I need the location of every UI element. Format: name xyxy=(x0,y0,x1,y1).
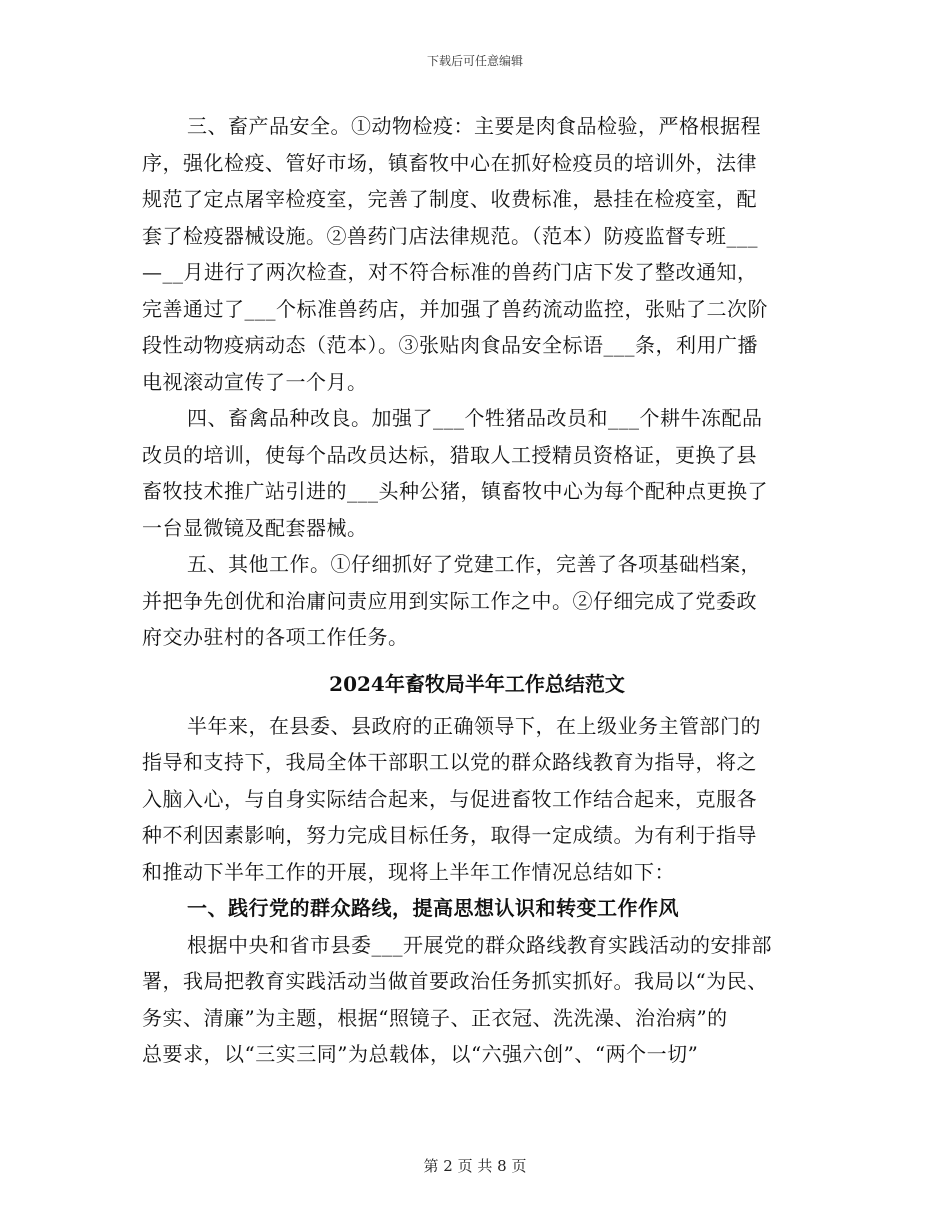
text-line: 和推动下半年工作的开展，现将上半年工作情况总结如下： xyxy=(142,859,675,884)
text-line: 套了检疫器械设施。②兽药门店法律规范。（范本）防疫监督专班___ xyxy=(142,223,758,248)
paragraph-intro xyxy=(142,708,812,891)
section-heading-1: 一、践行党的群众路线，提高思想认识和转变工作作风 xyxy=(187,896,679,920)
paragraph-other-work xyxy=(142,546,812,656)
page-content xyxy=(142,108,812,1073)
text-line: 种不利因素影响，努力完成目标任务，取得一定成绩。为有利于指导 xyxy=(142,823,757,847)
page-footer: 第 2 页 共 8 页 xyxy=(423,1157,527,1175)
text-line: 半年来，在县委、县政府的正确领导下，在上级业务主管部门的 xyxy=(187,713,761,738)
text-line: 府交办驻村的各项工作任务。 xyxy=(142,625,409,649)
document-title: 2024年畜牧局半年工作总结范文 xyxy=(329,671,625,696)
text-line: 并把争先创优和治庸问责应用到实际工作之中。②仔细完成了党委政 xyxy=(142,588,757,613)
text-line: 改员的培训，使每个品改员达标，猎取人工授精员资格证，更换了县 xyxy=(142,442,757,467)
text-line: 根据中央和省市县委___开展党的群众路线教育实践活动的安排部 xyxy=(187,932,772,957)
text-line: 总要求，以“三实三同”为总载体，以“六强六创”、“两个一切” xyxy=(142,1042,699,1066)
text-line: 入脑入心，与自身实际结合起来，与促进畜牧工作结合起来，克服各 xyxy=(142,786,757,811)
text-line: 三、畜产品安全。①动物检疫：主要是肉食品检验，严格根据程 xyxy=(187,114,761,138)
text-line: 务实、清廉”为主题，根据“照镜子、正衣冠、洗洗澡、治治病”的 xyxy=(142,1005,728,1030)
paragraph-mass-line xyxy=(142,927,812,1073)
text-line: 电视滚动宣传了一个月。 xyxy=(142,369,368,394)
text-line: 四、畜禽品种改良。加强了___个牲猪品改员和___个耕牛冻配品 xyxy=(187,406,763,430)
text-line: 一台显微镜及配套器械。 xyxy=(142,515,368,540)
text-line: 署，我局把教育实践活动当做首要政治任务抓实抓好。我局以“为民、 xyxy=(142,969,768,993)
text-line: —__月进行了两次检查，对不符合标准的兽药门店下发了整改通知， xyxy=(142,260,758,284)
text-line: 畜牧技术推广站引进的___头种公猪，镇畜牧中心为每个配种点更换了 xyxy=(142,479,768,503)
text-line: 规范了定点屠宰检疫室，完善了制度、收费标准，悬挂在检疫室，配 xyxy=(142,187,757,211)
text-line: 段性动物疫病动态（范本）。③张贴肉食品安全标语___条，利用广播 xyxy=(142,333,758,357)
paragraph-animal-product-safety xyxy=(142,108,812,400)
paragraph-breed-improvement xyxy=(142,400,812,546)
text-line: 指导和支持下，我局全体干部职工以党的群众路线教育为指导，将之 xyxy=(142,750,757,774)
page-header: 下载后可任意编辑 xyxy=(426,54,523,68)
text-line: 五、其他工作。①仔细抓好了党建工作，完善了各项基础档案， xyxy=(187,552,761,576)
text-line: 完善通过了___个标准兽药店，并加强了兽药流动监控，张贴了二次阶 xyxy=(142,296,768,321)
text-line: 序，强化检疫、管好市场，镇畜牧中心在抓好检疫员的培训外，法律 xyxy=(142,150,757,175)
